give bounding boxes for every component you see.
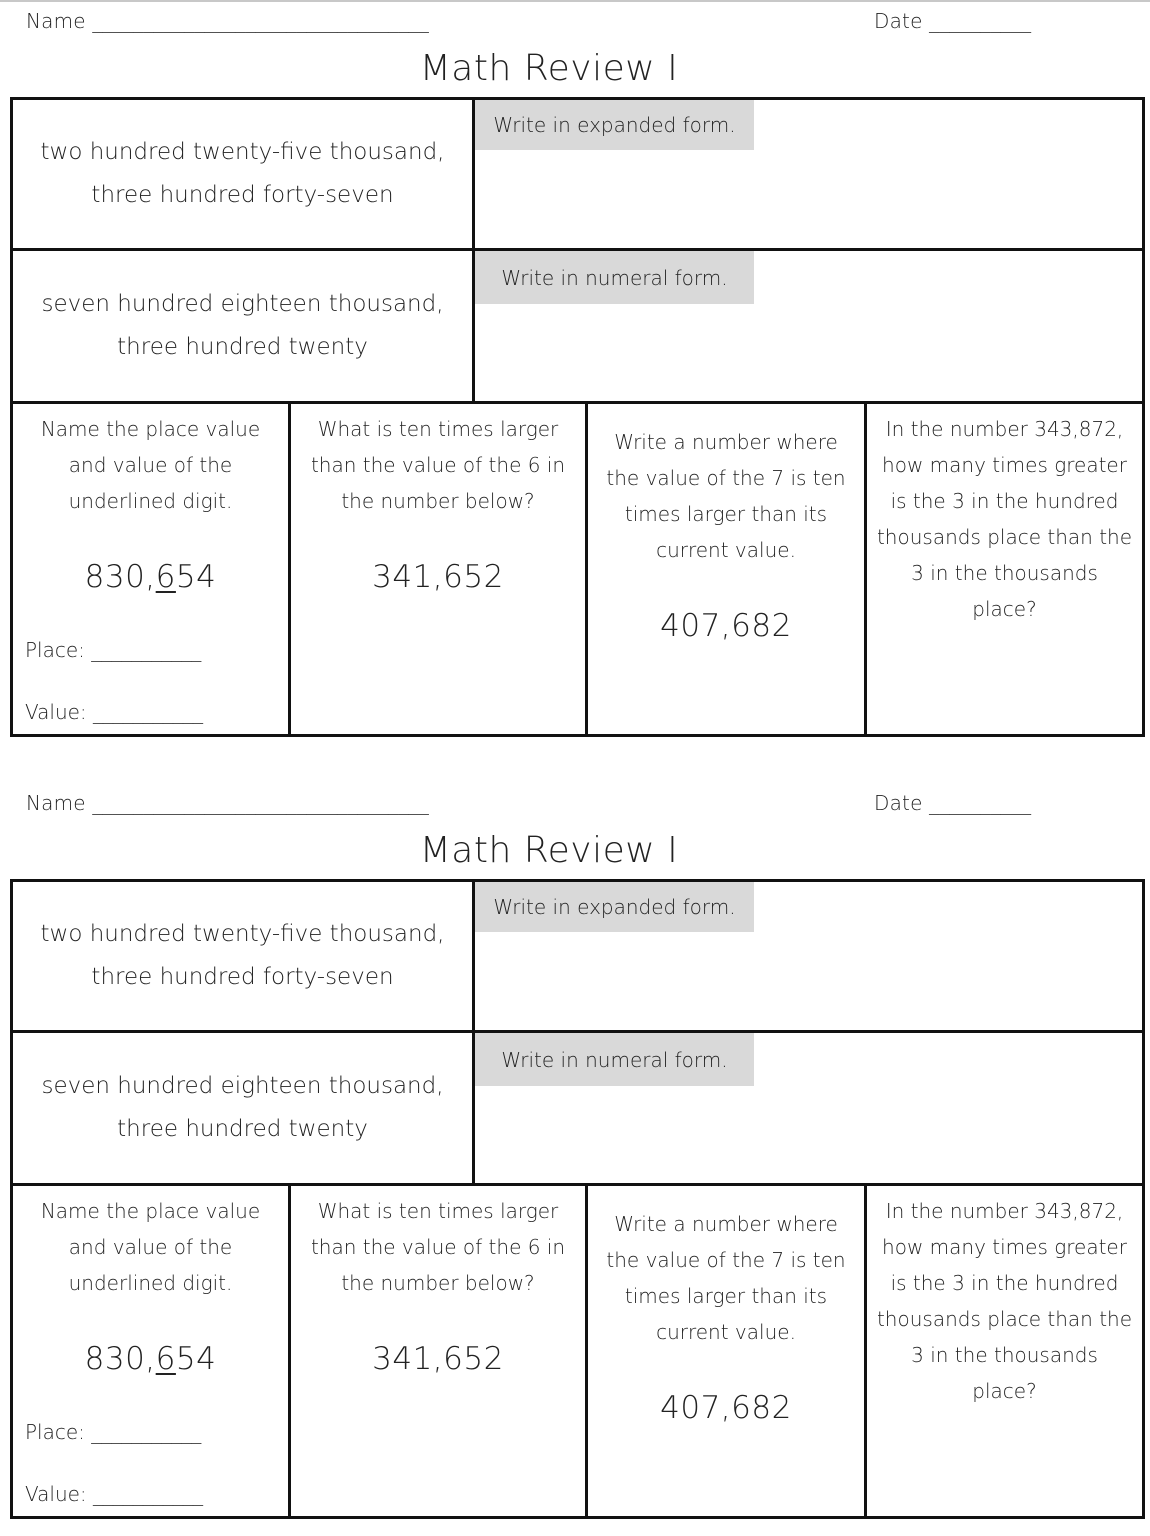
question-line: place?: [972, 597, 1037, 621]
review-grid: [10, 97, 1145, 737]
question-line: underlined digit.: [68, 489, 233, 513]
grid-border-bottom: [10, 1516, 1145, 1519]
question-line: the number below?: [341, 1271, 535, 1295]
question-line: is the 3 in the hundred: [890, 1271, 1119, 1295]
grid-border-right: [1142, 879, 1145, 1519]
write-number-question: [588, 1206, 864, 1350]
place-answer-blank[interactable]: Place: ___________: [25, 1420, 202, 1444]
number-words-line: seven hundred eighteen thousand,: [41, 1073, 444, 1099]
place-value-question: [13, 1193, 288, 1301]
question-line: times larger than its: [624, 1284, 828, 1308]
question-line: Name the place value: [40, 1199, 261, 1223]
write-number-number: 407,682: [660, 608, 792, 644]
write-number-question: [588, 424, 864, 568]
grid-border-bottom: [10, 734, 1145, 737]
write-number-number: 407,682: [660, 1390, 792, 1426]
place-value-question: [13, 411, 288, 519]
number-words-line: three hundred forty-seven: [91, 182, 394, 208]
ten-times-question: [291, 1193, 585, 1301]
worksheet-1: [0, 0, 1150, 745]
number-part: 54: [175, 1341, 217, 1377]
row-divider-2: [10, 401, 1145, 404]
question-line: current value.: [656, 1320, 796, 1344]
question-line: current value.: [656, 538, 796, 562]
question-line: Name the place value: [40, 417, 261, 441]
question-line: the number below?: [341, 489, 535, 513]
question-line: thousands place than the: [876, 525, 1133, 549]
question-line: 3 in the thousands: [911, 1343, 1098, 1367]
question-line: than the value of the 6 in: [310, 1235, 566, 1259]
page-title: Math Review I: [419, 830, 679, 871]
question-line: the value of the 7 is ten: [606, 466, 846, 490]
number-words-prompt-1: [13, 100, 472, 248]
times-greater-question: [867, 1193, 1142, 1409]
name-field[interactable]: Name _________________________________: [26, 791, 429, 815]
question-line: the value of the 7 is ten: [606, 1248, 846, 1272]
name-field[interactable]: Name _________________________________: [26, 9, 429, 33]
number-part: 830,: [84, 1341, 156, 1377]
numeral-form-answer-area[interactable]: [475, 1086, 1142, 1183]
times-greater-question: [867, 411, 1142, 627]
grid-border-right: [1142, 97, 1145, 737]
question-line: 3 in the thousands: [911, 561, 1098, 585]
question-line: and value of the: [68, 1235, 233, 1259]
number-words-line: three hundred twenty: [117, 334, 368, 360]
number-words-prompt-2: [13, 251, 472, 401]
question-line: In the number 343,872,: [885, 417, 1124, 441]
value-answer-blank[interactable]: Value: ___________: [25, 1482, 204, 1506]
ten-times-number: 341,652: [372, 1341, 504, 1377]
number-part: 54: [175, 559, 217, 595]
ten-times-question: [291, 411, 585, 519]
question-line: and value of the: [68, 453, 233, 477]
place-value-number: [13, 1341, 288, 1377]
date-field[interactable]: Date __________: [874, 9, 1032, 33]
question-line: Write a number where: [614, 1212, 838, 1236]
question-line: is the 3 in the hundred: [890, 489, 1119, 513]
question-line: times larger than its: [624, 502, 828, 526]
number-words-line: two hundred twenty-five thousand,: [40, 921, 445, 947]
question-line: how many times greater: [882, 453, 1127, 477]
question-line: place?: [972, 1379, 1037, 1403]
expanded-form-answer-area[interactable]: [475, 932, 1142, 1030]
worksheet-2: [0, 782, 1150, 1527]
question-line: What is ten times larger: [317, 1199, 559, 1223]
value-answer-blank[interactable]: Value: ___________: [25, 700, 204, 724]
number-words-prompt-1: [13, 882, 472, 1030]
row-divider-2: [10, 1183, 1145, 1186]
underlined-digit: 6: [155, 1341, 176, 1377]
review-grid: [10, 879, 1145, 1519]
number-words-line: seven hundred eighteen thousand,: [41, 291, 444, 317]
place-value-number: [13, 559, 288, 595]
expanded-form-answer-area[interactable]: [475, 150, 1142, 248]
question-line: underlined digit.: [68, 1271, 233, 1295]
expanded-form-instruction: Write in expanded form.: [475, 100, 754, 150]
date-field[interactable]: Date __________: [874, 791, 1032, 815]
number-part: 830,: [84, 559, 156, 595]
number-words-line: three hundred twenty: [117, 1116, 368, 1142]
number-words-line: two hundred twenty-five thousand,: [40, 139, 445, 165]
question-line: how many times greater: [882, 1235, 1127, 1259]
question-line: Write a number where: [614, 430, 838, 454]
question-line: What is ten times larger: [317, 417, 559, 441]
number-words-prompt-2: [13, 1033, 472, 1183]
numeral-form-answer-area[interactable]: [475, 304, 1142, 401]
numeral-form-instruction: Write in numeral form.: [475, 251, 754, 304]
page-title: Math Review I: [419, 48, 679, 89]
place-answer-blank[interactable]: Place: ___________: [25, 638, 202, 662]
ten-times-number: 341,652: [372, 559, 504, 595]
question-line: In the number 343,872,: [885, 1199, 1124, 1223]
question-line: than the value of the 6 in: [310, 453, 566, 477]
question-line: thousands place than the: [876, 1307, 1133, 1331]
underlined-digit: 6: [155, 559, 176, 595]
expanded-form-instruction: Write in expanded form.: [475, 882, 754, 932]
numeral-form-instruction: Write in numeral form.: [475, 1033, 754, 1086]
number-words-line: three hundred forty-seven: [91, 964, 394, 990]
